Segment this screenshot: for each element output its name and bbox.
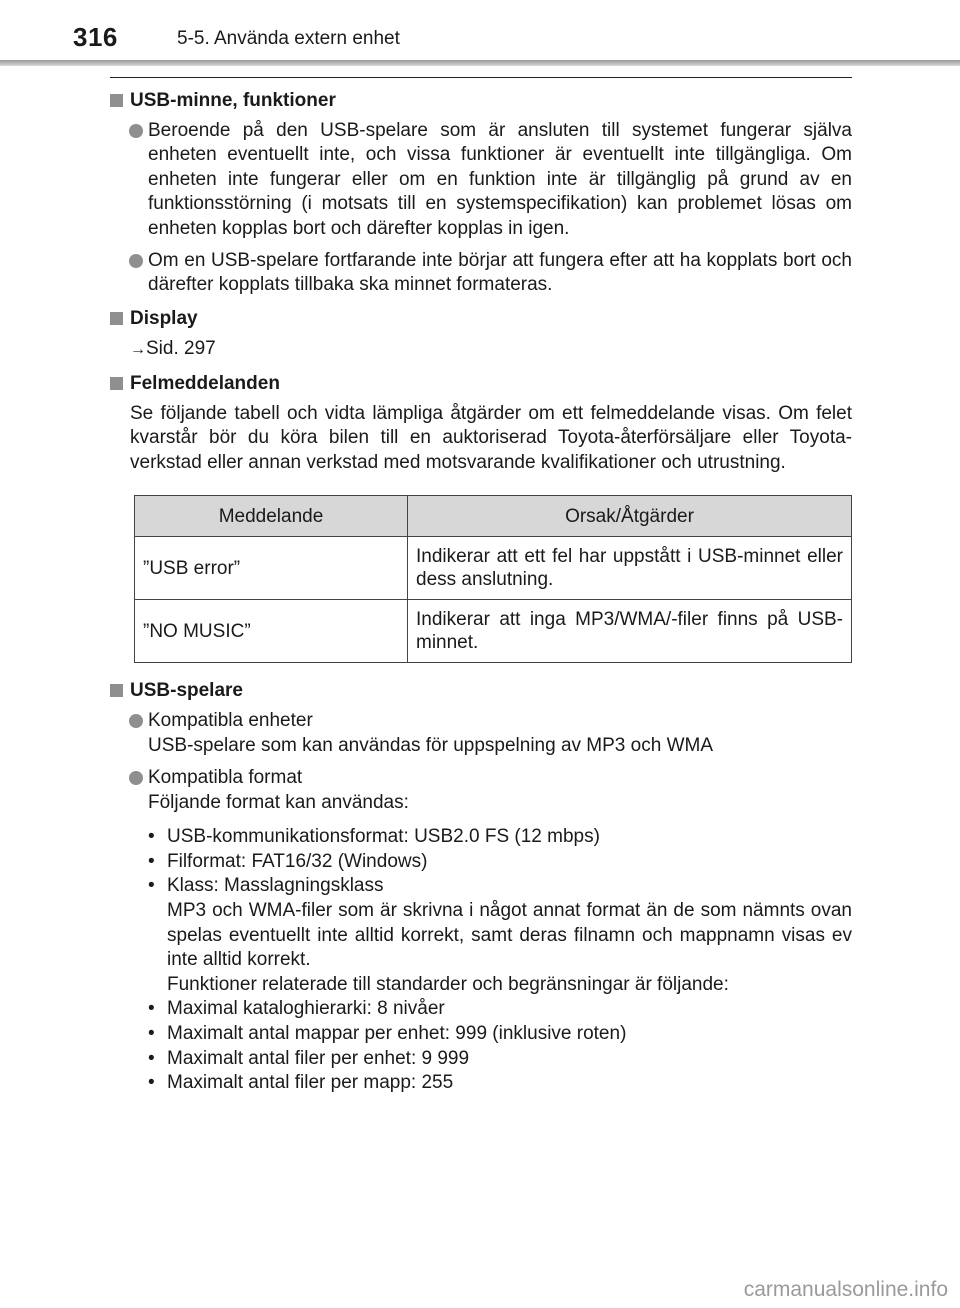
list-item: • Maximalt antal mappar per enhet: 999 (inklusive roten) (148, 1022, 852, 1047)
watermark: carmanualsonline.info (743, 1278, 948, 1301)
table-cell-message: ”USB error” (135, 537, 408, 600)
heading-error-messages: Felmeddelanden (110, 372, 852, 397)
section-header: 5-5. Använda extern enhet (177, 28, 400, 49)
bullet-icon: • (148, 1072, 155, 1094)
table-header-message: Meddelande (135, 496, 408, 537)
circle-bullet-icon (129, 771, 143, 785)
bullet-icon: • (148, 875, 155, 897)
bullet-icon: • (148, 998, 155, 1020)
page-content (110, 89, 852, 1096)
error-messages-text: Se följande tabell och vidta lämpliga åtgärder om ett felmeddelande visas. Om felet kvarstår bör du köra bilen till en auktoriserad Toyota-återförsäljare eller Toyota-verkstad eller annan verkstad med motsvarande kvalifikationer och utrustning. (130, 402, 852, 473)
list-item: Beroende på den USB-spelare som är ansluten till systemet fungerar själva enheten eventuellt inte, och vissa funktioner är eventuellt inte tillgängliga. Om enheten inte fungerar eller om en funktion inte är tillgänglig på grund av en funktionsstörning (i motsats till en systemspecifikation) kan problemet lösas om enheten kopplas bort och därefter kopplas in igen. (110, 119, 852, 242)
list-item: Om en USB-spelare fortfarande inte börjar att fungera efter att ha kopplats bort och därefter kopplats tillbaka ska minnet formateras. (110, 249, 852, 298)
list-item: Kompatibla enheter USB-spelare som kan användas för uppspelning av MP3 och WMA (110, 709, 852, 758)
table-cell-message: ”NO MUSIC” (135, 600, 408, 663)
circle-bullet-icon (129, 124, 143, 138)
table-row (135, 600, 852, 663)
square-bullet-icon (110, 312, 123, 325)
square-bullet-icon (110, 684, 123, 697)
list-item: • Maximal kataloghierarki: 8 nivåer (148, 997, 852, 1022)
circle-bullet-icon (129, 714, 143, 728)
table-cell-action: Indikerar att ett fel har uppstått i USB-minnet eller dess anslutning. (408, 537, 852, 600)
class-note: Funktioner relaterade till standarder och begränsningar är följande: (167, 973, 729, 995)
heading-usb-player: USB-spelare (110, 679, 852, 704)
square-bullet-icon (110, 94, 123, 107)
table-cell-action: Indikerar att inga MP3/WMA/-filer finns på USB-minnet. (408, 600, 852, 663)
list-item: • USB-kommunikationsformat: USB2.0 FS (12 mbps) (148, 825, 852, 850)
square-bullet-icon (110, 377, 123, 390)
bullet-icon: • (148, 850, 155, 872)
circle-bullet-icon (129, 254, 143, 268)
list-item: • Maximalt antal filer per enhet: 9 999 (148, 1047, 852, 1072)
format-list (110, 825, 852, 1096)
bullet-icon: • (148, 1047, 155, 1069)
list-item: • Filformat: FAT16/32 (Windows) (148, 850, 852, 875)
table-header-row (135, 496, 852, 537)
heading-display: Display (110, 307, 852, 332)
header-band (0, 60, 960, 66)
arrow-right-icon: → (130, 341, 146, 359)
list-item: • Klass: Masslagningsklass MP3 och WMA-filer som är skrivna i något annat format än de som nämnts ovan spelas eventuellt inte alltid korrekt, samt deras filnamn och mappnamn visas ev inte alltid korrekt. Funktioner relaterade till standarder och begränsningar är följande: (148, 874, 852, 997)
list-item: • Maximalt antal filer per mapp: 255 (148, 1071, 852, 1096)
error-message-table (134, 495, 852, 663)
bullet-icon: • (148, 826, 155, 848)
page-reference[interactable]: →Sid. 297 (130, 338, 216, 360)
class-note: MP3 och WMA-filer som är skrivna i något annat format än de som nämnts ovan spelas eventuellt inte alltid korrekt, samt deras filnamn och mappnamn visas ev inte alltid korrekt. (167, 900, 852, 971)
heading-usb-memory: USB-minne, funktioner (110, 89, 852, 114)
divider (110, 77, 852, 78)
bullet-icon: • (148, 1023, 155, 1045)
table-header-action: Orsak/Åtgärder (408, 496, 852, 537)
list-item: Kompatibla format Följande format kan användas: (110, 766, 852, 815)
table-row (135, 537, 852, 600)
page-number: 316 (73, 22, 118, 52)
